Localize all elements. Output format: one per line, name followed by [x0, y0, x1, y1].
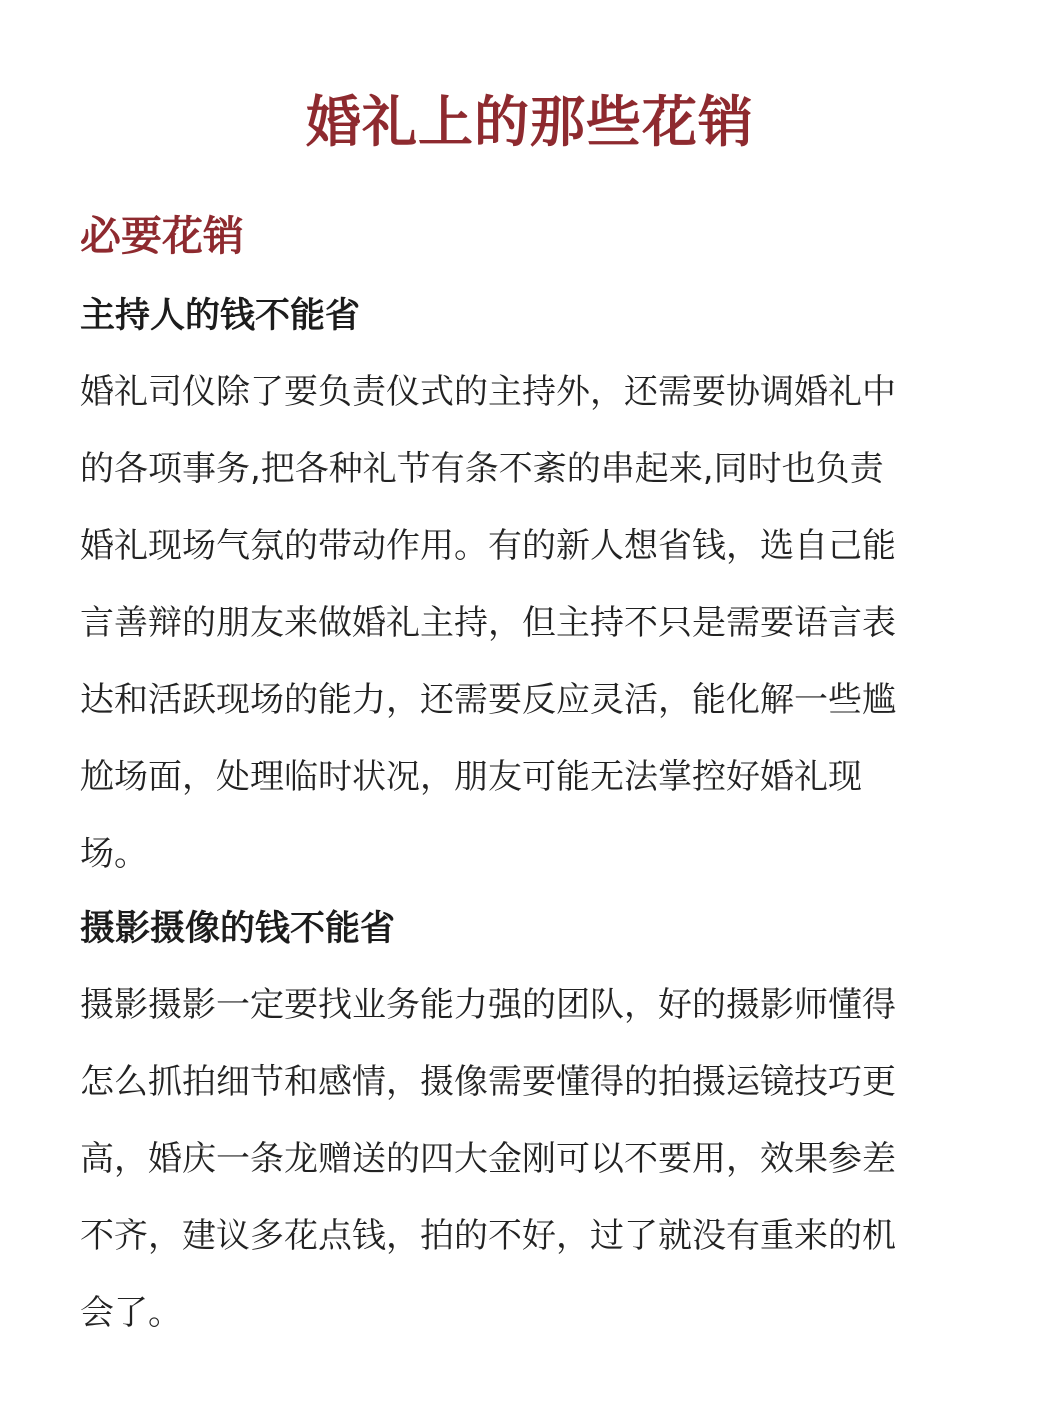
paragraph-line: 会了。	[80, 1293, 182, 1333]
paragraph-line: 摄影摄影一定要找业务能力强的团队，好的摄影师懂得	[80, 985, 896, 1025]
paragraph-line: 怎么抓拍细节和感情，摄像需要懂得的拍摄运镜技巧更	[80, 1062, 896, 1102]
subheading-photography: 摄影摄像的钱不能省	[80, 909, 396, 949]
paragraph-line: 尬场面，处理临时状况，朋友可能无法掌控好婚礼现	[80, 757, 862, 797]
paragraph-line: 不齐，建议多花点钱，拍的不好，过了就没有重来的机	[80, 1216, 896, 1256]
subheading-host: 主持人的钱不能省	[80, 296, 361, 336]
paragraph-line: 场。	[80, 834, 148, 874]
paragraph-line: 婚礼现场气氛的带动作用。有的新人想省钱，选自己能	[80, 526, 896, 566]
section-heading: 必要花销	[80, 212, 244, 260]
paragraph-line: 婚礼司仪除了要负责仪式的主持外，还需要协调婚礼中	[80, 372, 896, 412]
paragraph-host	[80, 354, 1002, 893]
paragraph-line: 达和活跃现场的能力，还需要反应灵活，能化解一些尴	[80, 680, 896, 720]
page-title: 婚礼上的那些花销	[305, 90, 754, 154]
paragraph-line: 言善辩的朋友来做婚礼主持，但主持不只是需要语言表	[80, 603, 896, 643]
paragraph-line: 的各项事务,把各种礼节有条不紊的串起来,同时也负责	[80, 449, 884, 489]
paragraph-photography	[80, 967, 1002, 1352]
paragraph-line: 高，婚庆一条龙赠送的四大金刚可以不要用，效果参差	[80, 1139, 896, 1179]
